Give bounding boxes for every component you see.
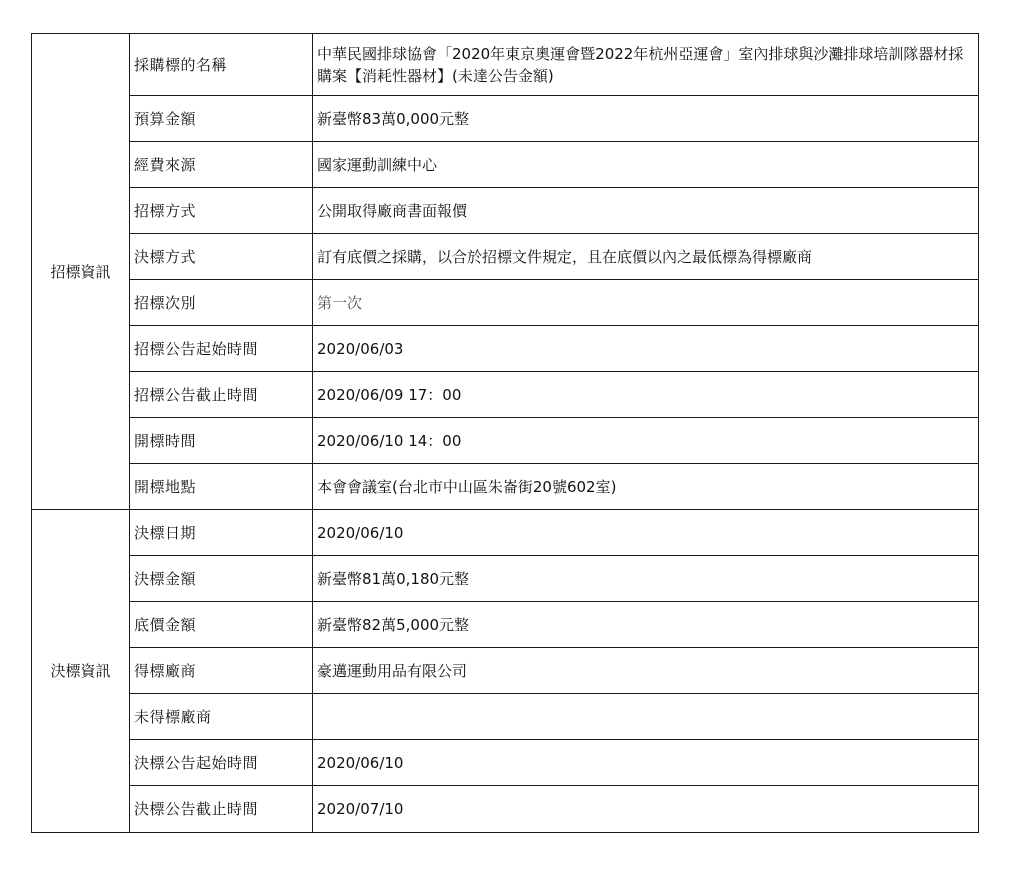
- table-row: [32, 556, 979, 602]
- row-value: 2020/06/03: [313, 326, 979, 372]
- row-label: 未得標廠商: [130, 694, 313, 740]
- row-value: [313, 694, 979, 740]
- table-row: [32, 34, 979, 96]
- row-label: 招標次別: [130, 280, 313, 326]
- row-label: 決標方式: [130, 234, 313, 280]
- tender-announcement-table: [31, 33, 979, 833]
- row-label: 招標公告起始時間: [130, 326, 313, 372]
- table-row: [32, 326, 979, 372]
- row-label: 採購標的名稱: [130, 34, 313, 96]
- row-label: 決標日期: [130, 510, 313, 556]
- row-label: 招標公告截止時間: [130, 372, 313, 418]
- table-row: [32, 648, 979, 694]
- row-label: 預算金額: [130, 96, 313, 142]
- table-row: [32, 602, 979, 648]
- row-value: 豪邁運動用品有限公司: [313, 648, 979, 694]
- row-label: 底價金額: [130, 602, 313, 648]
- row-value: 公開取得廠商書面報價: [313, 188, 979, 234]
- row-value: 中華民國排球協會「2020年東京奧運會暨2022年杭州亞運會」室內排球與沙灘排球培訓隊器材採購案【消耗性器材】(未達公告金額): [313, 34, 979, 96]
- row-value: 2020/06/09 17：00: [313, 372, 979, 418]
- row-label: 決標公告起始時間: [130, 740, 313, 786]
- table-row: [32, 510, 979, 556]
- section-title-tender-info: 招標資訊: [32, 34, 130, 510]
- row-value: 2020/06/10: [313, 510, 979, 556]
- table-row: [32, 372, 979, 418]
- table-row: [32, 694, 979, 740]
- row-value: 新臺幣82萬5,000元整: [313, 602, 979, 648]
- table-row: [32, 188, 979, 234]
- table-row: [32, 96, 979, 142]
- table-row: [32, 280, 979, 326]
- table-row: [32, 418, 979, 464]
- row-label: 開標地點: [130, 464, 313, 510]
- section-title-award-info: 決標資訊: [32, 510, 130, 833]
- row-value: 國家運動訓練中心: [313, 142, 979, 188]
- row-label: 招標方式: [130, 188, 313, 234]
- row-label: 經費來源: [130, 142, 313, 188]
- row-value: 2020/06/10: [313, 740, 979, 786]
- row-label: 決標金額: [130, 556, 313, 602]
- row-value: 新臺幣83萬0,000元整: [313, 96, 979, 142]
- table-row: [32, 142, 979, 188]
- row-value: 2020/07/10: [313, 786, 979, 833]
- row-value: 訂有底價之採購，以合於招標文件規定，且在底價以內之最低標為得標廠商: [313, 234, 979, 280]
- row-label: 決標公告截止時間: [130, 786, 313, 833]
- row-label: 得標廠商: [130, 648, 313, 694]
- table-row: [32, 234, 979, 280]
- table-row: [32, 464, 979, 510]
- row-value: 本會會議室(台北市中山區朱崙街20號602室): [313, 464, 979, 510]
- table-row: [32, 740, 979, 786]
- row-value: 新臺幣81萬0,180元整: [313, 556, 979, 602]
- table-row: [32, 786, 979, 833]
- row-value: 第一次: [313, 280, 979, 326]
- row-value: 2020/06/10 14：00: [313, 418, 979, 464]
- row-label: 開標時間: [130, 418, 313, 464]
